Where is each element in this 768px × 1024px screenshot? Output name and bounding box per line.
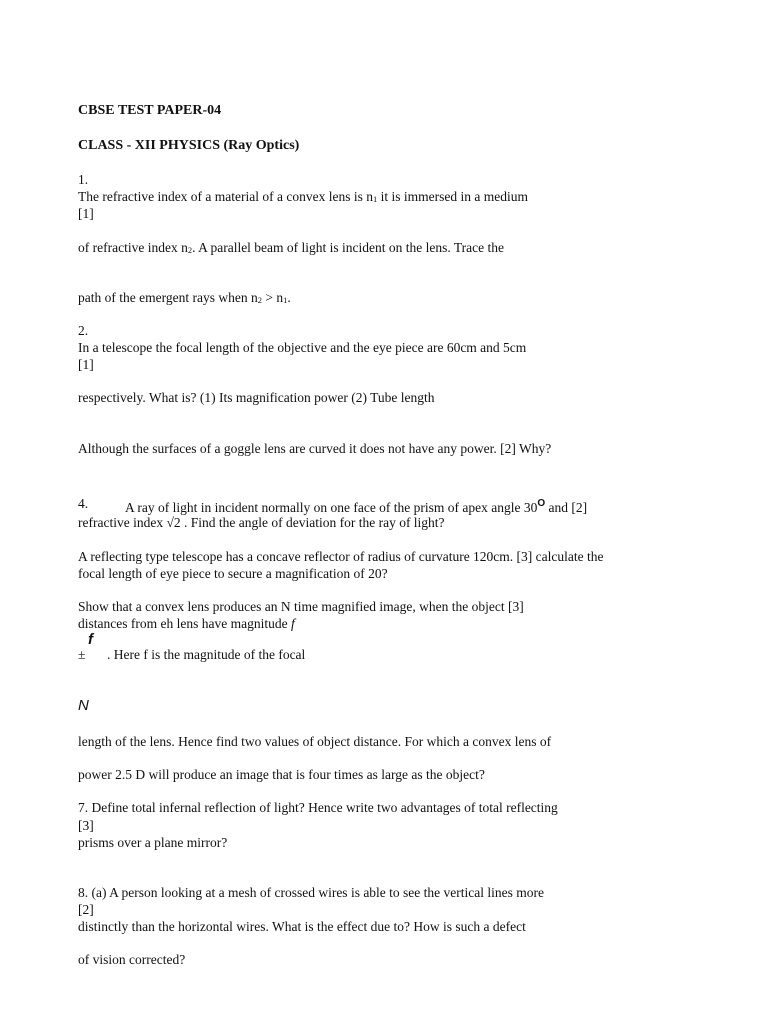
q2-line2: respectively. What is? (1) Its magnification power (2) Tube length [78,390,435,405]
q8-line2: distinctly than the horizontal wires. What is the effect due to? How is such a defect [78,919,526,934]
fraction-denominator: N [78,697,89,714]
fraction-numerator: f [88,631,93,648]
q8-marks: [2] [78,902,94,917]
q7-marks: [3] [78,818,94,833]
q6-line5: power 2.5 D will produce an image that is four times as large as the object? [78,767,485,782]
q1-number: 1. [78,172,89,187]
q5-line2: focal length of eye piece to secure a magnification of 20? [78,566,388,581]
q5-line1: A reflecting type telescope has a concave reflector of radius of curvature 120cm. [3] calculate the [78,549,604,564]
q6-line1: Show that a convex lens produces an N time magnified image, when the object [3] [78,599,524,614]
q1-marks: [1] [78,206,94,221]
q4-line1: A ray of light in incident normally on one face of the prism of apex angle $30^O$ and [2] [125,498,588,515]
q1-line2: of refractive index n2. A parallel beam of light is incident on the lens. Trace the [78,240,505,255]
q1-line1: The refractive index of a material of a convex lens is n1 it is immersed in a medium [78,189,528,204]
q1-line3: path of the emergent rays when n2 > n1. [78,290,291,305]
q2-number: 2. [78,323,89,338]
f-variable: f [290,616,295,631]
q6-line2: distances from eh lens have magnitude f [78,616,295,631]
q2-marks: [1] [78,357,94,372]
sqrt-two: √2 [166,515,181,530]
q4-line2: refractive index √2 . Find the angle of deviation for the ray of light? [78,515,445,530]
q4-number: 4. [78,496,89,511]
q8-line1: 8. (a) A person looking at a mesh of crossed wires is able to see the vertical lines more [78,885,544,900]
q6-line3: . Here f is the magnitude of the focal [107,647,306,662]
paper-subtitle: CLASS - XII PHYSICS (Ray Optics) [78,138,300,153]
q7-line1: 7. Define total infernal reflection of light? Hence write two advantages of total reflecting [78,800,558,815]
q7-line2: prisms over a plane mirror? [78,835,228,850]
plus-minus-symbol: ± [78,647,86,662]
q6-line4: length of the lens. Hence find two values of object distance. For which a convex lens of [78,734,552,749]
q3-line1: Although the surfaces of a goggle lens are curved it does not have any power. [2] Why? [78,441,552,456]
q8-line3: of vision corrected? [78,952,186,967]
q2-line1: In a telescope the focal length of the objective and the eye piece are 60cm and 5cm [78,340,527,355]
paper-title: CBSE TEST PAPER-04 [78,103,222,118]
